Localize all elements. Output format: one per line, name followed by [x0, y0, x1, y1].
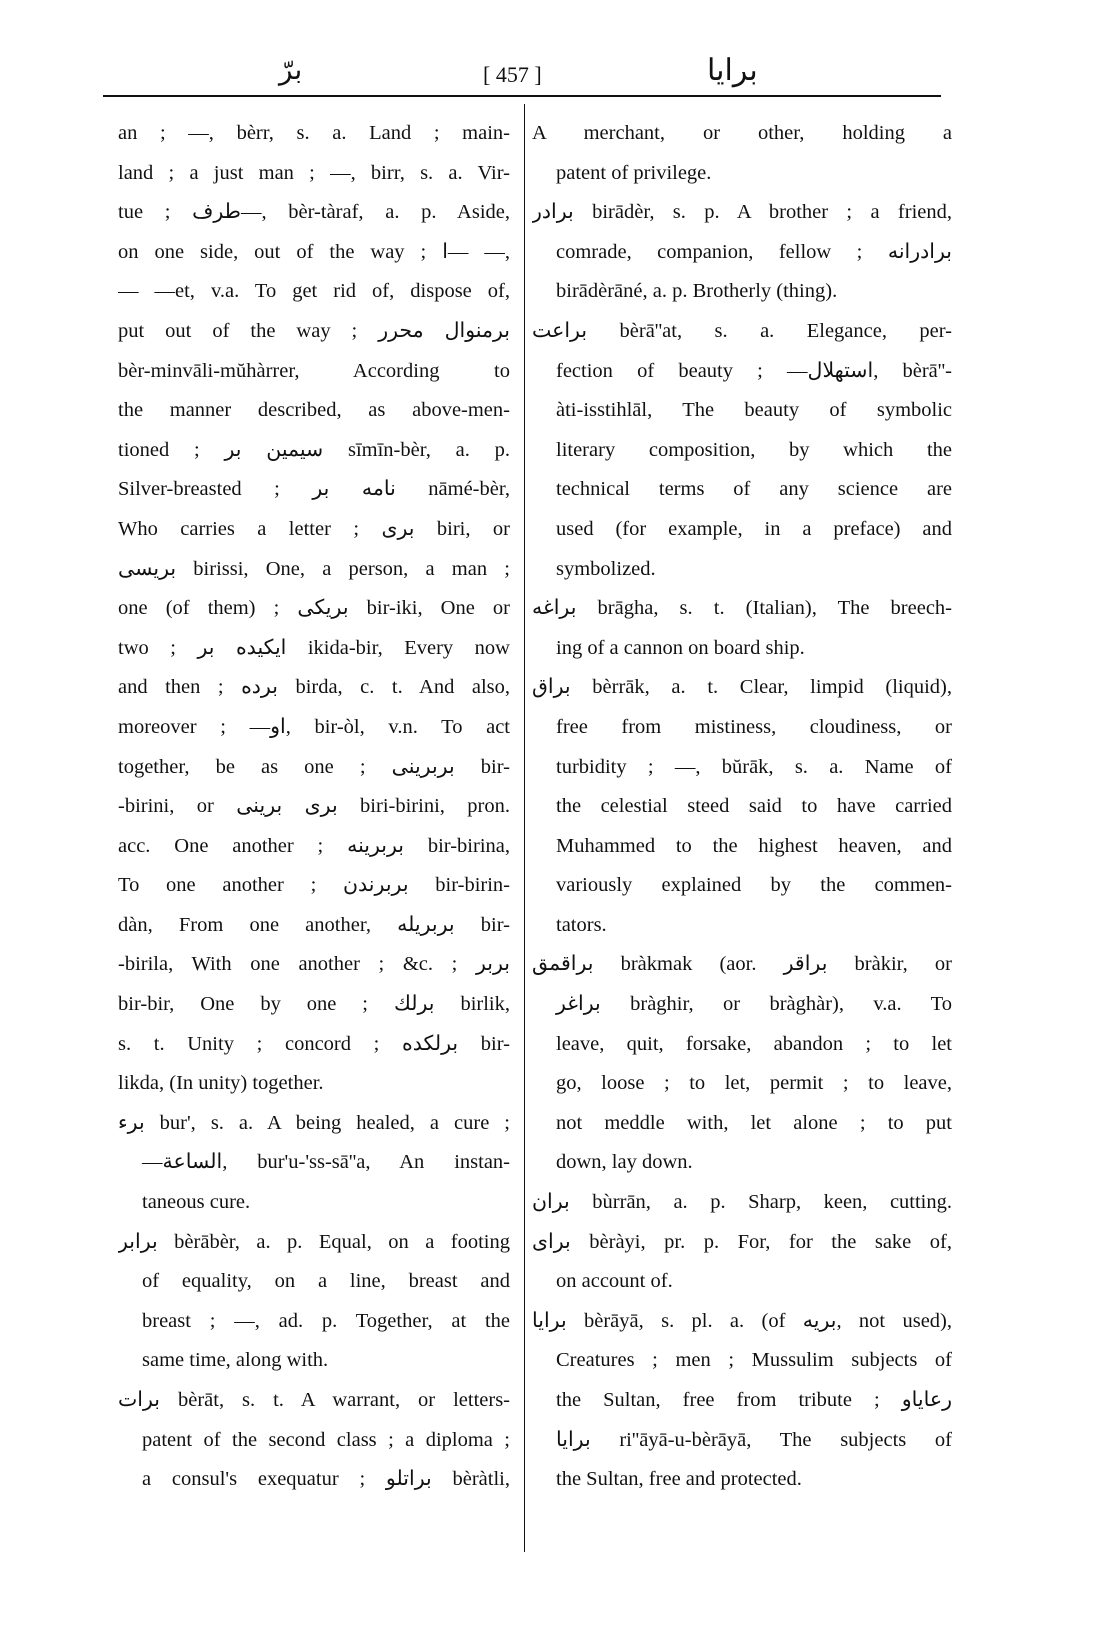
left-column-text-line: برابر bèrābèr, a. p. Equal, on a footing — [118, 1230, 510, 1253]
right-column-text-line: برادر birādèr, s. p. A brother ; a friend, — [532, 201, 952, 224]
left-column-text-line: of equality, on a line, breast and — [142, 1270, 510, 1293]
right-column-text-line: Muhammed to the highest heaven, and — [556, 834, 952, 857]
header-rule — [103, 95, 941, 97]
left-column-text-line: and then ; برده birda, c. t. And also, — [118, 676, 510, 699]
left-column-text-line: the manner described, as above-men- — [118, 399, 510, 422]
left-column — [118, 114, 510, 1500]
left-column-text-line: one (of them) ; بریکی bir-iki, One or — [118, 597, 510, 620]
right-column-text-line: براق bèrrāk, a. t. Clear, limpid (liquid), — [532, 676, 952, 699]
right-column-text-line: A merchant, or other, holding a — [532, 122, 952, 144]
right-column-text-line: براعت bèrā''at, s. a. Elegance, per- — [532, 319, 952, 342]
left-column-text-line: Silver-breasted ; نامه بر nāmé-bèr, — [118, 478, 510, 501]
right-column-text-line: براغه brāgha, s. t. (Italian), The breech- — [532, 597, 952, 620]
left-column-text-line: acc. One another ; بربرینه bir-birina, — [118, 834, 510, 857]
right-column-text-line: used (for example, in a preface) and — [556, 517, 952, 540]
right-column-text-line: leave, quit, forsake, abandon ; to let — [556, 1032, 952, 1055]
left-column-text-line: a consul's exequatur ; براتلو bèràtli, — [142, 1468, 510, 1491]
left-column-text-line: an ; —, bèrr, s. a. Land ; main- — [118, 122, 510, 144]
left-column-text-line: برء bur', s. a. A being healed, a cure ; — [118, 1111, 510, 1134]
left-column-text-line: two ; ایکیده بر ikida-bir, Every now — [118, 636, 510, 659]
left-column-text-line: — —et, v.a. To get rid of, dispose of, — [118, 280, 510, 303]
left-column-text-line: bir-bir, One by one ; برلك birlik, — [118, 993, 510, 1016]
left-column-text-line: —الساعة, bur'u-'ss-sā''a, An instan- — [142, 1151, 510, 1174]
right-column-text-line: برایا ri''āyā-u-bèrāyā, The subjects of — [556, 1428, 952, 1451]
left-column-text-line: moreover ; —او, bir-òl, v.n. To act — [118, 715, 510, 738]
header-right-word: برایا — [707, 54, 758, 87]
right-column-text-line: patent of privilege. — [556, 161, 712, 184]
left-column-text-line: together, be as one ; بربرینی bir- — [118, 755, 510, 778]
left-column-text-line: put out of the way ; برمنوال محرر — [118, 319, 510, 342]
right-column-text-line: not meddle with, let alone ; to put — [556, 1111, 952, 1134]
left-column-text-line: بریسی birissi, One, a person, a man ; — [118, 557, 510, 580]
right-column-text-line: down, lay down. — [556, 1151, 693, 1174]
right-column-text-line: برایا bèrāyā, s. pl. a. (of بریه, not used), — [532, 1309, 952, 1332]
right-column-text-line: literary composition, by which the — [556, 438, 952, 461]
column-divider — [524, 104, 525, 1552]
right-column-text-line: Creatures ; men ; Mussulim subjects of — [556, 1349, 952, 1372]
left-column-text-line: breast ; —, ad. p. Together, at the — [142, 1309, 510, 1332]
right-column — [532, 114, 952, 1500]
header-left-word: برّ — [279, 55, 303, 86]
left-column-text-line: -birini, or بری برینی biri-birini, pron. — [118, 795, 510, 818]
left-column-text-line: tue ; طرف—, bèr-tàraf, a. p. Aside, — [118, 201, 510, 224]
right-column-text-line: technical terms of any science are — [556, 478, 952, 501]
left-column-text-line: dàn, From one another, بربریله bir- — [118, 913, 510, 936]
right-column-text-line: the Sultan, free from tribute ; رعایاو — [556, 1389, 952, 1411]
right-column-text-line: symbolized. — [556, 557, 656, 580]
right-column-text-line: comrade, companion, fellow ; برادرانه — [556, 240, 952, 263]
right-column-text-line: free from mistiness, cloudiness, or — [556, 715, 952, 738]
right-column-text-line: àti-isstihlāl, The beauty of symbolic — [556, 399, 952, 422]
right-column-text-line: on account of. — [556, 1270, 673, 1293]
left-column-text-line: tioned ; سیمین بر sīmīn-bèr, a. p. — [118, 438, 510, 461]
right-column-text-line: ing of a cannon on board ship. — [556, 636, 805, 659]
right-column-text-line: turbidity ; —, bŭrāk, s. a. Name of — [556, 755, 952, 778]
left-column-text-line: taneous cure. — [142, 1191, 251, 1214]
right-column-text-line: birādèrāné, a. p. Brotherly (thing). — [556, 280, 838, 303]
right-column-text-line: tators. — [556, 913, 607, 936]
right-column-text-line: برای bèràyi, pr. p. For, for the sake of, — [532, 1230, 952, 1253]
left-column-text-line: same time, along with. — [142, 1349, 329, 1372]
right-column-text-line: variously explained by the commen- — [556, 874, 952, 897]
page-number: [ 457 ] — [483, 62, 542, 87]
right-column-text-line: go, loose ; to let, permit ; to leave, — [556, 1072, 952, 1095]
left-column-text-line: on one side, out of the way ; ا— —, — [118, 240, 510, 263]
left-column-text-line: likda, (In unity) together. — [118, 1072, 324, 1095]
page-header — [103, 52, 941, 98]
left-column-text-line: land ; a just man ; —, birr, s. a. Vir- — [118, 161, 510, 184]
right-column-text-line: براغر bràghir, or bràghàr), v.a. To — [556, 993, 952, 1016]
right-column-text-line: the celestial steed said to have carried — [556, 795, 952, 818]
left-column-text-line: s. t. Unity ; concord ; برلکده bir- — [118, 1032, 510, 1055]
left-column-text-line: To one another ; بربرندن bir-birin- — [118, 874, 510, 897]
right-column-text-line: بران bùrrān, a. p. Sharp, keen, cutting. — [532, 1191, 952, 1214]
left-column-text-line: -birila, With one another ; &c. ; بربر — [118, 953, 510, 976]
right-column-text-line: براقمق bràkmak (aor. براقر bràkir, or — [532, 953, 952, 976]
left-column-text-line: bèr-minvāli-mŭhàrrer, According to — [118, 359, 510, 382]
left-column-text-line: patent of the second class ; a diploma ; — [142, 1428, 510, 1451]
right-column-text-line: fection of beauty ; —استهلال, bèrā''- — [556, 359, 952, 382]
left-column-text-line: Who carries a letter ; بری biri, or — [118, 517, 510, 540]
right-column-text-line: the Sultan, free and protected. — [556, 1468, 802, 1491]
left-column-text-line: برات bèrāt, s. t. A warrant, or letters- — [118, 1389, 510, 1411]
